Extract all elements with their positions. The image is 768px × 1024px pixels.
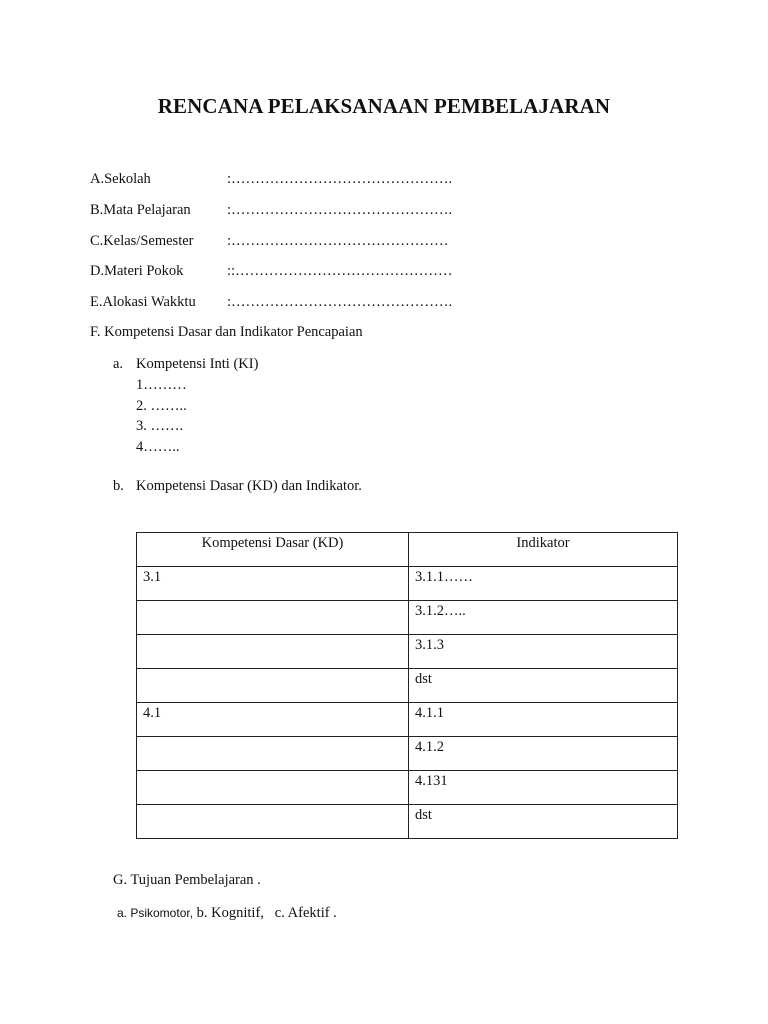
list-marker: a. bbox=[113, 356, 124, 372]
field-label: D.Materi Pokok bbox=[90, 263, 184, 279]
table-cell: 4.1.2 bbox=[409, 737, 678, 771]
field-label: E.Alokasi Wakktu bbox=[90, 294, 196, 310]
table-cell: dst bbox=[409, 805, 678, 839]
table-cell: 4.131 bbox=[409, 771, 678, 805]
field-sekolah bbox=[90, 171, 452, 191]
field-value: ::……………………………………… bbox=[227, 263, 453, 279]
field-value: :………………………………………. bbox=[227, 171, 453, 187]
field-value: :………………………………………. bbox=[227, 294, 453, 310]
table-cell: 3.1.2….. bbox=[409, 601, 678, 635]
table-cell: 4.1 bbox=[137, 703, 409, 737]
field-materi-pokok bbox=[90, 263, 453, 283]
table-cell: dst bbox=[409, 669, 678, 703]
table-cell bbox=[137, 635, 409, 669]
table-row bbox=[137, 805, 678, 839]
ki-heading bbox=[113, 356, 258, 373]
table-cell bbox=[137, 669, 409, 703]
table-row bbox=[137, 635, 678, 669]
table-row bbox=[137, 567, 678, 601]
field-label: B.Mata Pelajaran bbox=[90, 202, 191, 218]
field-value: :………………………………………. bbox=[227, 202, 453, 218]
document-title: RENCANA PELAKSANAAN PEMBELAJARAN bbox=[157, 94, 611, 118]
list-item: 4…….. bbox=[136, 438, 180, 455]
table-cell bbox=[137, 737, 409, 771]
table-cell: 3.1.1…… bbox=[409, 567, 678, 601]
field-alokasi-waktu bbox=[90, 294, 452, 314]
kd-indikator-table bbox=[136, 532, 678, 839]
field-value: :……………………………………… bbox=[227, 233, 449, 249]
field-mata-pelajaran bbox=[90, 202, 452, 222]
domain-afektif: c. Afektif . bbox=[274, 905, 337, 921]
section-g-heading: G. Tujuan Pembelajaran . bbox=[113, 872, 261, 888]
column-header-indikator: Indikator bbox=[409, 533, 678, 567]
kd-heading bbox=[113, 478, 362, 495]
column-header-kd: Kompetensi Dasar (KD) bbox=[137, 533, 409, 567]
field-label: A.Sekolah bbox=[90, 171, 151, 187]
table-row bbox=[137, 771, 678, 805]
table-cell: 3.1.3 bbox=[409, 635, 678, 669]
learning-domains bbox=[117, 905, 337, 922]
table-cell bbox=[137, 601, 409, 635]
domain-kognitif: b. Kognitif, bbox=[196, 905, 264, 921]
field-kelas-semester bbox=[90, 233, 449, 253]
list-item: 1……… bbox=[136, 377, 187, 393]
table-row bbox=[137, 601, 678, 635]
table-cell: 4.1.1 bbox=[409, 703, 678, 737]
ki-list bbox=[136, 375, 187, 457]
kd-heading-text: Kompetensi Dasar (KD) dan Indikator. bbox=[136, 478, 362, 494]
table-row bbox=[137, 669, 678, 703]
section-f-heading: F. Kompetensi Dasar dan Indikator Pencapaian bbox=[90, 324, 363, 340]
list-item: 2. …….. bbox=[136, 397, 187, 414]
table-cell bbox=[137, 771, 409, 805]
list-item: 3. ……. bbox=[136, 418, 184, 434]
table-row bbox=[137, 737, 678, 771]
table-cell: 3.1 bbox=[137, 567, 409, 601]
table-header-row bbox=[137, 533, 678, 567]
table-cell bbox=[137, 805, 409, 839]
domain-psikomotor: a. Psikomotor, bbox=[117, 906, 194, 920]
field-label: C.Kelas/Semester bbox=[90, 233, 194, 249]
table-row bbox=[137, 703, 678, 737]
list-marker: b. bbox=[113, 478, 124, 494]
ki-heading-text: Kompetensi Inti (KI) bbox=[136, 356, 259, 372]
